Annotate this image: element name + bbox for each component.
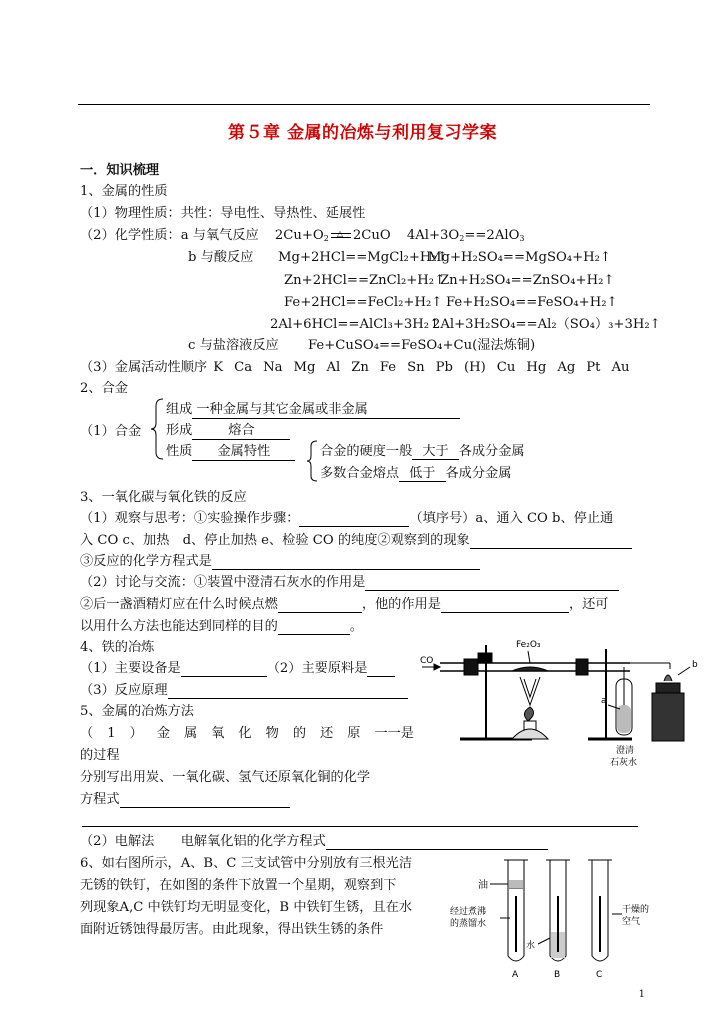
heading-metal-properties: 1、金属的性质 bbox=[80, 184, 168, 199]
dry-air-label-2: 空气 bbox=[622, 917, 641, 927]
eq-mg-hcl: Mg+2HCl==MgCl₂+H₂↑ bbox=[278, 250, 448, 265]
smelt-char: 化 bbox=[238, 726, 252, 741]
eq-cu-o2: $2Cu+O_2$ △ 2CuO bbox=[274, 228, 391, 243]
eq-fe-hcl: Fe+2HCl==FeCl₂+H₂↑ bbox=[284, 295, 443, 310]
activity-metal: Au bbox=[611, 360, 630, 375]
activity-metal: Pt bbox=[586, 360, 601, 375]
b-label: b bbox=[692, 660, 698, 670]
alloy-formation: 形成 熔合 bbox=[166, 423, 290, 440]
activity-series: （3）金属活动性顺序 K Ca Na Mg Al Zn Fe Sn Pb (H) Cu Hg Ag Pt Au bbox=[80, 360, 630, 375]
smelt-char: （ bbox=[80, 726, 94, 741]
activity-metal: Sn bbox=[407, 360, 425, 375]
q2-line2: ②后一盏酒精灯应在什么时候点燃 ，他的作用是 ，还可 bbox=[80, 597, 609, 612]
dry-air-label-1: 干燥的 bbox=[622, 905, 650, 915]
co-reduction-apparatus-figure bbox=[420, 635, 702, 770]
blank[interactable] bbox=[365, 577, 619, 591]
iron-principle: （3）反应原理 bbox=[80, 683, 408, 699]
smelt-char: 属 bbox=[184, 726, 198, 741]
blank[interactable] bbox=[367, 663, 395, 677]
activity-metal: Ca bbox=[234, 360, 253, 375]
alloy-hardness: 合金的硬度一般 大于 各成分金属 bbox=[320, 444, 525, 459]
q6-line2: 无锈的铁钉，在如图的条件下放置一个星期，观察到下 bbox=[80, 878, 397, 893]
activity-metal: Ag bbox=[557, 360, 576, 375]
heading-smelting-methods: 5、金属的冶炼方法 bbox=[80, 704, 194, 719]
q2-line1: （2）讨论与交流：①装置中澄清石灰水的作用是 bbox=[80, 575, 619, 591]
smelt-char: 金 bbox=[156, 726, 170, 741]
smelt-char: 物 bbox=[265, 726, 279, 741]
limewater-label-2: 石灰水 bbox=[610, 758, 638, 768]
smelt-char: 一一是 bbox=[374, 726, 414, 741]
q1-line2: 入 CO c、加热 d、停止加热 e、检验 CO 的纯度②观察到的现象 bbox=[80, 533, 632, 549]
q1-line1: （1）观察与思考：①实验操作步骤： （填序号）a、通入 CO b、停止通 bbox=[80, 511, 614, 526]
alloy-melting-point: 多数合金熔点 低于 各成分金属 bbox=[320, 466, 512, 481]
activity-list bbox=[211, 360, 629, 375]
activity-metal: Na bbox=[263, 360, 283, 375]
heading-iron-smelting: 4、铁的冶炼 bbox=[80, 640, 155, 655]
section-heading: 一．知识梳理 bbox=[80, 163, 160, 178]
blank[interactable] bbox=[181, 663, 267, 677]
blank[interactable] bbox=[441, 599, 569, 613]
alloy-composition: 组成 一种金属与其它金属或非金属 bbox=[166, 402, 460, 419]
activity-metal: Mg bbox=[293, 360, 316, 375]
eq-al-o2: $4Al+3O_2==2AlO_3$ bbox=[406, 228, 525, 243]
tube-a-label: A bbox=[512, 970, 519, 980]
blank[interactable] bbox=[470, 535, 632, 549]
activity-metal: K bbox=[213, 360, 224, 375]
activity-metal: Hg bbox=[526, 360, 547, 375]
smelt-char: 1 bbox=[107, 726, 116, 741]
blank[interactable] bbox=[278, 599, 362, 613]
blank[interactable] bbox=[299, 513, 409, 527]
eq-al-h2so4: 2Al+3H₂SO₄==Al₂（SO₄）₃+3H₂↑ bbox=[432, 317, 661, 332]
activity-metal: Pb bbox=[435, 360, 453, 375]
q6-line3: 列现象A,C 中铁钉均无明显变化，B 中铁钉生锈，且在水 bbox=[80, 900, 413, 915]
eq-mg-h2so4: Mg+H₂SO₄==MgSO₄+H₂↑ bbox=[428, 250, 611, 265]
smelt-char: ） bbox=[129, 726, 143, 741]
tube-c-label: C bbox=[596, 970, 603, 980]
eq-zn-hcl: Zn+2HCl==ZnCl₂+H₂↑ bbox=[284, 273, 446, 288]
eq-fe-cuso4: Fe+CuSO₄==FeSO₄+Cu(湿法炼铜) bbox=[308, 338, 536, 353]
smelt-char: 还 bbox=[320, 726, 334, 741]
activity-metal: Zn bbox=[351, 360, 369, 375]
alloy-brace bbox=[150, 398, 164, 460]
activity-metal: Al bbox=[326, 360, 341, 375]
activity-metal: (H) bbox=[463, 360, 486, 375]
salt-label: c 与盐溶液反应 bbox=[188, 338, 279, 353]
blank[interactable] bbox=[168, 685, 408, 699]
iron-equipment-materials: （1）主要设备是 （2）主要原料是 bbox=[80, 661, 395, 677]
heading-co-fe2o3: 3、一氧化碳与氧化铁的反应 bbox=[80, 490, 247, 505]
heading-alloy: 2、合金 bbox=[80, 381, 128, 396]
smelt-instruction: 分别写出用炭、一氧化碳、氢气还原氧化铜的化学 bbox=[80, 770, 371, 785]
boiled-water-label-1: 经过煮沸 bbox=[450, 907, 487, 917]
rusting-test-tubes-figure bbox=[446, 856, 676, 981]
tube-b-label: B bbox=[554, 970, 561, 980]
a-label: a bbox=[601, 696, 607, 706]
co-label: CO bbox=[420, 656, 434, 666]
oil-label: 油 bbox=[478, 880, 488, 891]
page-number: 1 bbox=[638, 989, 645, 1000]
top-rule bbox=[78, 104, 650, 105]
boiled-water-label-2: 的蒸馏水 bbox=[450, 919, 487, 929]
limewater-label-1: 澄清 bbox=[616, 746, 635, 756]
activity-metal: Fe bbox=[379, 360, 397, 375]
fe2o3-label: Fe₂O₃ bbox=[516, 640, 541, 650]
eq-zn-h2so4: Zn+H₂SO₄==ZnSO₄+H₂↑ bbox=[440, 273, 615, 288]
smelt-char: 原 bbox=[347, 726, 361, 741]
eq-fe-h2so4: Fe+H₂SO₄==FeSO₄+H₂↑ bbox=[446, 295, 618, 310]
smelt-equations: 方程式 bbox=[80, 792, 290, 808]
smelt-char: 氧 bbox=[211, 726, 225, 741]
q6-line4: 面附近锈蚀得最厉害。由此现象，得出铁生锈的条件 bbox=[80, 922, 384, 937]
answer-rule bbox=[82, 826, 638, 827]
blank[interactable] bbox=[326, 836, 548, 850]
eq-al-hcl: 2Al+6HCl==AlCl₃+3H₂↑ bbox=[270, 317, 441, 332]
smelt-process: 的过程 bbox=[80, 748, 120, 763]
blank[interactable] bbox=[278, 621, 350, 635]
activity-metal: Cu bbox=[496, 360, 516, 375]
chemical-properties-o2: （2）化学性质：a 与氧气反应 $2Cu+O_2$ △ 2CuO $4Al+3O_2==2AlO_3$ bbox=[80, 228, 525, 243]
page-title: 第５章 金属的冶炼与利用复习学案 bbox=[228, 123, 497, 143]
physical-properties: （1）物理性质：共性：导电性、导热性、延展性 bbox=[80, 206, 366, 221]
blank[interactable] bbox=[212, 556, 480, 570]
q6-line1: 6、如右图所示，A、B、C 三支试管中分别放有三根光洁 bbox=[80, 856, 413, 871]
alloy-property: 性质 金属特性 bbox=[166, 444, 295, 461]
acid-label: b 与酸反应 bbox=[188, 250, 254, 265]
q1-line3: ③反应的化学方程式是 bbox=[80, 554, 480, 570]
alloy-label: （1）合金 bbox=[80, 424, 142, 439]
smelt-reduction-line bbox=[80, 726, 414, 742]
q2-line3: 以用什么方法也能达到同样的目的 。 bbox=[80, 619, 363, 634]
smelt-char: 的 bbox=[292, 726, 307, 741]
blank[interactable] bbox=[120, 794, 290, 808]
water-label: 水 bbox=[526, 941, 536, 951]
property-brace bbox=[306, 440, 318, 482]
electrolysis-line: （2）电解法 电解氧化铝的化学方程式 bbox=[80, 834, 548, 850]
